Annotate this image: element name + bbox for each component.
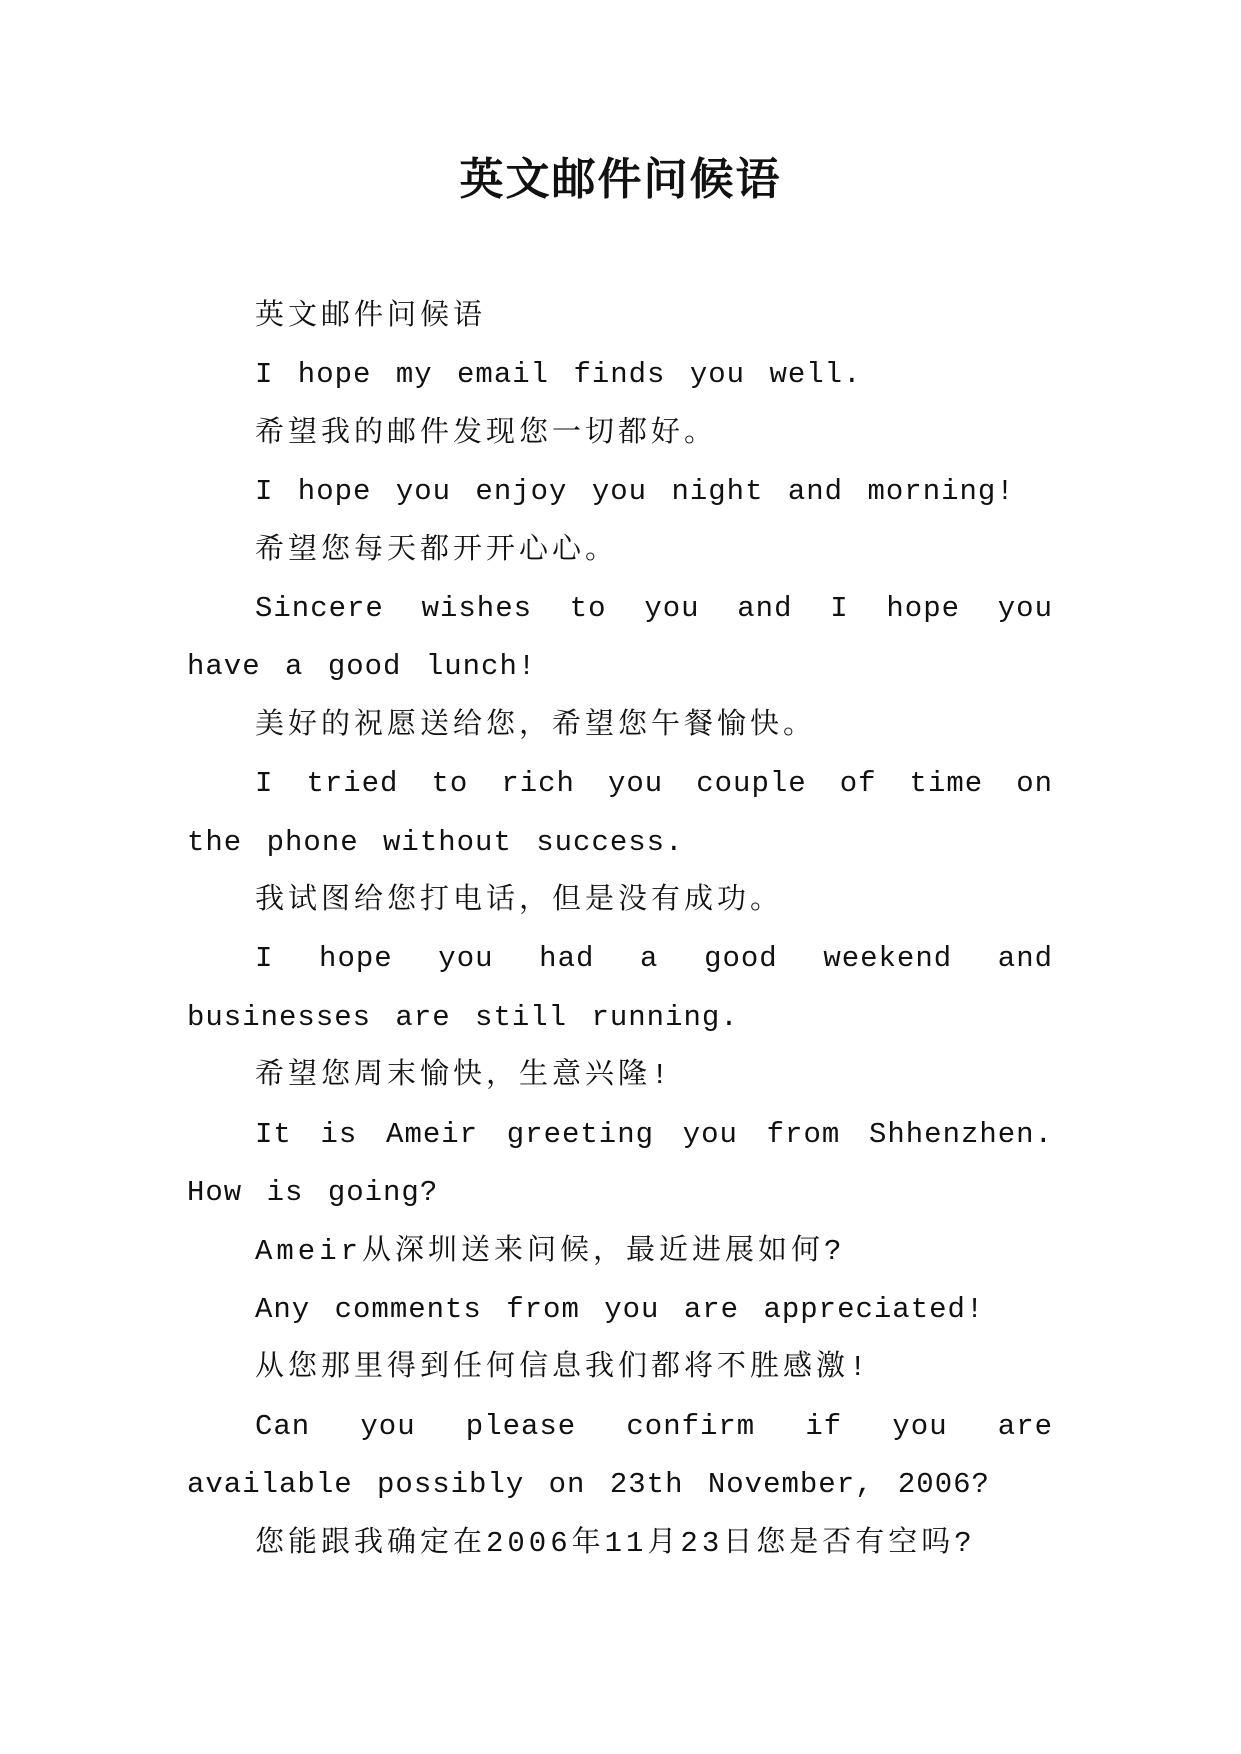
paragraph-heading: 英文邮件问候语 — [255, 300, 487, 333]
paragraph-english: Can you please confirm if you are available possibly on 23th November, 2006? — [187, 1409, 1053, 1502]
document-title: 英文邮件问候语 — [459, 154, 782, 205]
paragraph-english: Any comments from you are appreciated! — [255, 1292, 985, 1326]
paragraph-english: I tried to rich you couple of time on the phone without success. — [187, 767, 1053, 859]
document-body — [187, 288, 1053, 1573]
paragraph-chinese: 美好的祝愿送给您，希望您午餐愉快。 — [255, 708, 817, 742]
paragraph-english: I hope you enjoy you night and morning! — [255, 475, 1015, 509]
paragraph-english: I hope my email finds you well. — [255, 358, 862, 392]
paragraph-chinese: 希望您周末愉快，生意兴隆! — [255, 1059, 673, 1093]
paragraph-chinese: 希望您每天都开开心心。 — [255, 533, 619, 567]
paragraph-english: I hope you had a good weekend and businesses are still running. — [187, 942, 1053, 1034]
paragraph-english: Sincere wishes to you and I hope you have a good lunch! — [187, 592, 1053, 684]
paragraph-chinese: 我试图给您打电话，但是没有成功。 — [255, 884, 784, 918]
paragraph-chinese: 从您那里得到任何信息我们都将不胜感激! — [255, 1351, 871, 1385]
paragraph-chinese: 您能跟我确定在2006年11月23日您是否有空吗? — [255, 1526, 976, 1560]
paragraph-chinese: Ameir从深圳送来问候，最近进展如何? — [255, 1234, 846, 1268]
paragraph-english: It is Ameir greeting you from Shhenzhen. How is going? — [187, 1117, 1053, 1210]
paragraph-chinese: 希望我的邮件发现您一切都好。 — [255, 416, 718, 450]
